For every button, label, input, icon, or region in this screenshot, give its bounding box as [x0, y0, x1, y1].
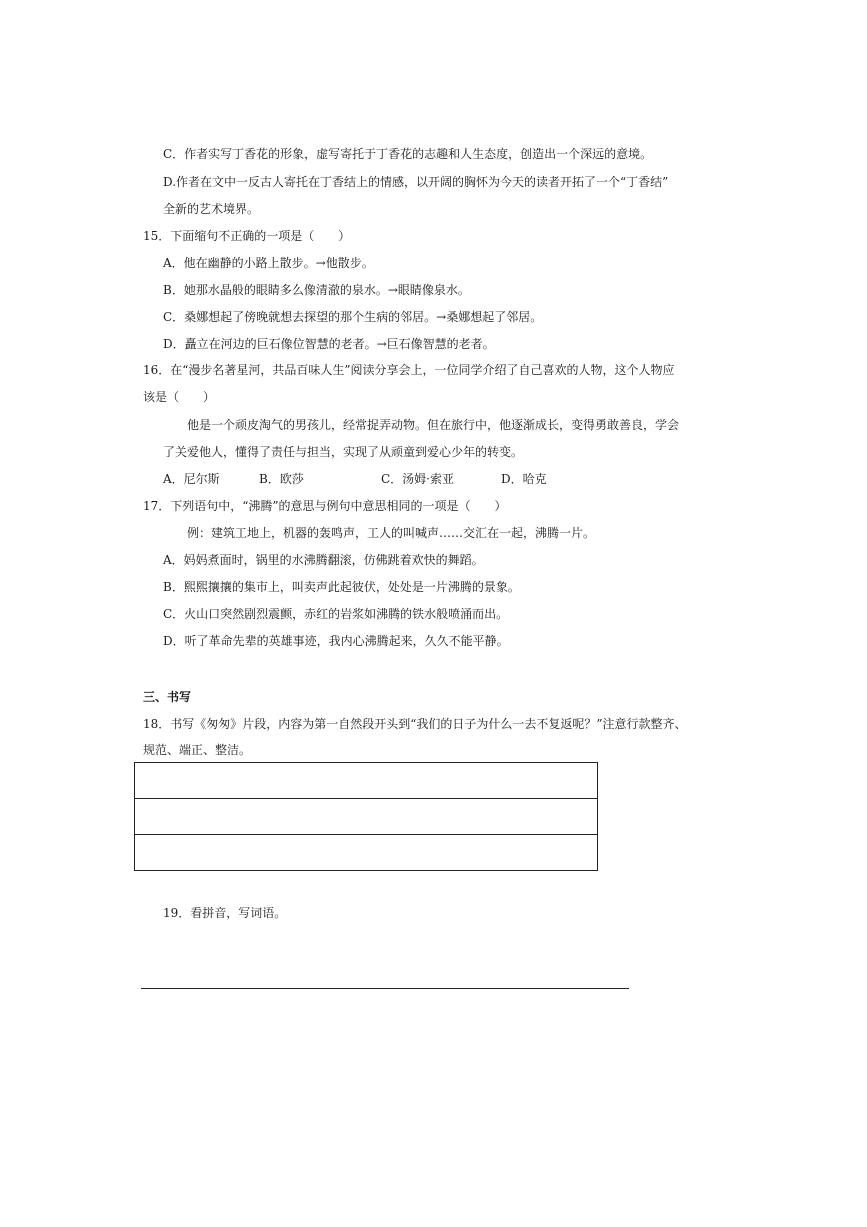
q15-option-b: B．她那水晶般的眼睛多么像清澈的泉水。→眼睛像泉水。 — [163, 283, 470, 297]
q14-option-d-line2: 全新的艺术境界。 — [163, 202, 260, 216]
q14-option-c: C．作者实写丁香花的形象，虚写寄托于丁香花的志趣和人生态度，创造出一个深远的意境。 — [163, 147, 653, 161]
writing-row[interactable] — [135, 835, 597, 871]
q16-option-d: D．哈克 — [501, 472, 547, 486]
q15-option-a: A．他在幽静的小路上散步。→他散步。 — [163, 256, 374, 270]
q18-stem-line1: 18．书写《匆匆》片段，内容为第一自然段开头到“我们的日子为什么一去不复返呢？”注意行款整齐、 — [143, 717, 687, 731]
q16-option-b: B．欧莎 — [259, 472, 304, 486]
q16-option-c: C．汤姆·索亚 — [381, 472, 454, 486]
q19-stem: 19．看拼音，写词语。 — [163, 906, 287, 920]
q16-passage-line2: 了关爱他人，懂得了责任与担当，实现了从顽童到爱心少年的转变。 — [163, 445, 524, 459]
q16-option-a: A．尼尔斯 — [163, 472, 220, 486]
q17-example: 例：建筑工地上，机器的轰鸣声，工人的叫喊声……交汇在一起，沸腾一片。 — [187, 526, 596, 540]
writing-grid[interactable] — [134, 762, 598, 871]
q16-passage-line1: 他是一个顽皮淘气的男孩儿，经常捉弄动物。但在旅行中，他逐渐成长，变得勇敢善良，学会 — [187, 418, 680, 432]
q17-option-a: A．妈妈煮面时，锅里的水沸腾翻滚，仿佛跳着欢快的舞蹈。 — [163, 553, 484, 567]
q17-stem: 17．下列语句中，“沸腾”的意思与例句中意思相同的一项是（ ） — [143, 499, 507, 513]
q17-option-d: D．听了革命先辈的英雄事迹，我内心沸腾起来，久久不能平静。 — [163, 634, 509, 648]
q15-option-d: D．矗立在河边的巨石像位智慧的老者。→巨石像智慧的老者。 — [163, 337, 495, 351]
q18-stem-line2: 规范、端正、整洁。 — [143, 743, 252, 757]
q15-stem: 15．下面缩句不正确的一项是（ ） — [143, 229, 351, 243]
pinyin-answer-line — [141, 988, 629, 989]
q16-stem-line2: 该是（ ） — [143, 390, 216, 404]
section-heading-writing: 三、书写 — [143, 690, 192, 704]
writing-row[interactable] — [135, 763, 597, 799]
writing-row[interactable] — [135, 799, 597, 835]
q16-options — [163, 471, 563, 487]
q15-option-c: C．桑娜想起了傍晚就想去探望的那个生病的邻居。→桑娜想起了邻居。 — [163, 310, 543, 324]
q17-option-c: C．火山口突然剧烈震颤，赤红的岩浆如沸腾的铁水般喷涌而出。 — [163, 607, 509, 621]
q16-stem-line1: 16．在“漫步名著星河，共品百味人生”阅读分享会上，一位同学介绍了自己喜欢的人物，这个人物应 — [143, 363, 675, 377]
q14-option-d-line1: D.作者在文中一反古人寄托在丁香结上的情感，以开阔的胸怀为今天的读者开拓了一个“丁香结” — [163, 175, 669, 189]
q17-option-b: B．熙熙攘攘的集市上，叫卖声此起彼伏，处处是一片沸腾的景象。 — [163, 580, 520, 594]
